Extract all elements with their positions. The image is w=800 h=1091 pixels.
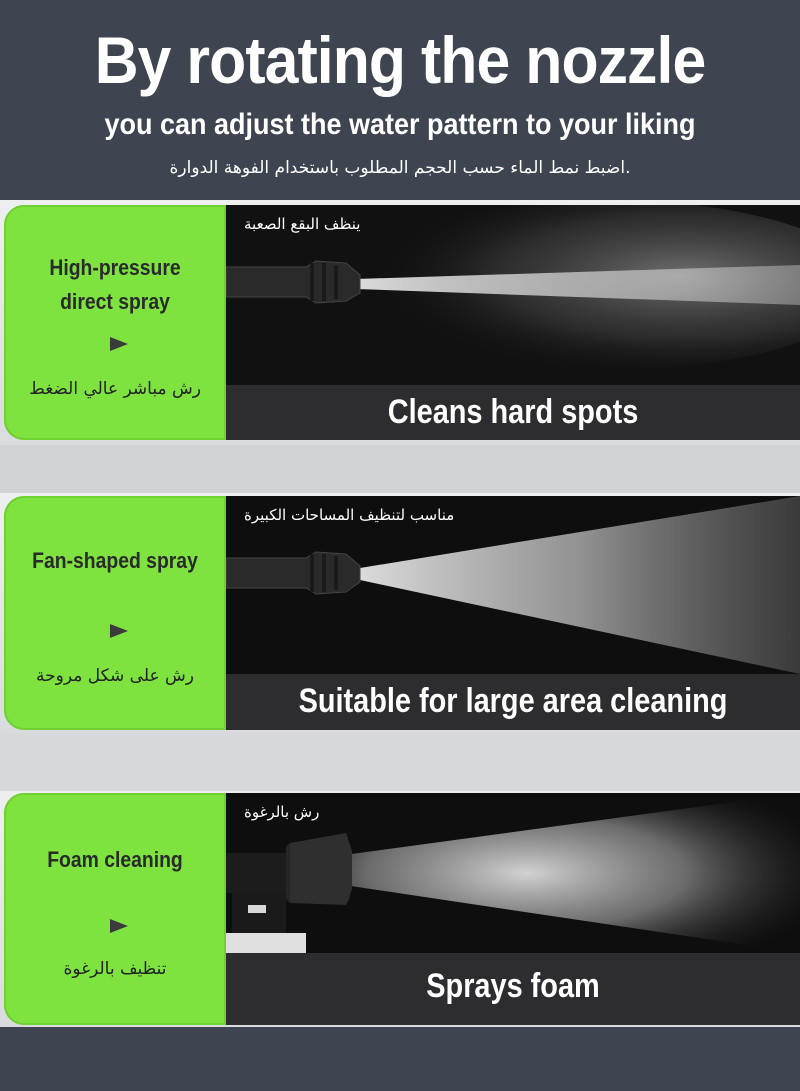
mode-card-foam (4, 793, 226, 1025)
page-subtitle: you can adjust the water pattern to your liking (104, 108, 696, 141)
header (0, 0, 800, 200)
caption-bar-2 (226, 674, 800, 730)
photo-arabic-text: ينظف البقع الصعبة (244, 215, 361, 233)
play-arrow-icon (110, 337, 128, 351)
caption-bar-1 (226, 385, 800, 440)
photo-foam-spray (226, 793, 800, 953)
play-arrow-icon (110, 919, 128, 933)
mode-arabic-label: تنظيف بالرغوة (63, 959, 167, 979)
caption-cleans-hard-spots: Cleans hard spots (387, 393, 639, 431)
mode-card-high-pressure (4, 205, 226, 440)
mode-arabic-label: رش على شكل مروحة (36, 666, 194, 686)
play-arrow-icon (110, 624, 128, 638)
band-separator-1 (0, 445, 800, 493)
band-separator-2 (0, 733, 800, 791)
page-title: By rotating the nozzle (94, 23, 706, 97)
photo-fan-spray (226, 496, 800, 674)
mode-card-fan-spray (4, 496, 226, 730)
photo-arabic-text: مناسب لتنظيف المساحات الكبيرة (244, 506, 455, 524)
photo-direct-spray (226, 205, 800, 385)
footer-strip (0, 1027, 800, 1091)
mode-arabic-label: رش مباشر عالي الضغط (29, 379, 201, 399)
caption-sprays-foam: Sprays foam (426, 967, 600, 1005)
caption-bar-3 (226, 953, 800, 1025)
caption-large-area: Suitable for large area cleaning (298, 682, 728, 720)
mode-label-line2: direct spray (60, 289, 170, 314)
mode-label-line1: Foam cleaning (47, 847, 183, 872)
mode-label-line1: High-pressure (49, 255, 181, 280)
arabic-subtitle: .اضبط نمط الماء حسب الحجم المطلوب باستخدام الفوهة الدوارة (169, 158, 631, 178)
mode-label-line1: Fan-shaped spray (32, 548, 198, 573)
photo-arabic-text: رش بالرغوة (244, 803, 320, 821)
